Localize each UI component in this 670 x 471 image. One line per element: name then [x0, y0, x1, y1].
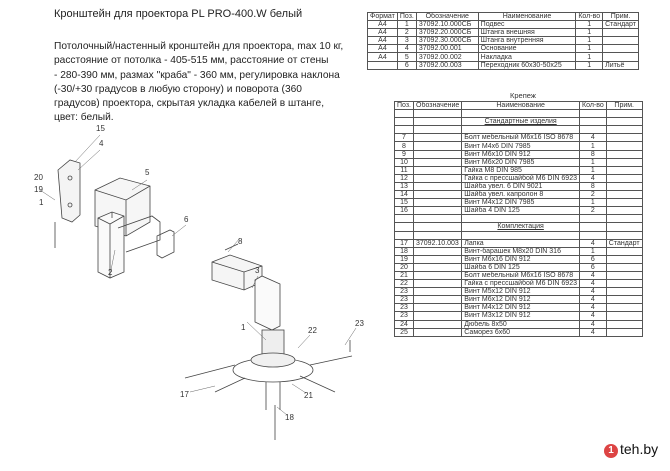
- table-cell: 8: [580, 150, 607, 158]
- table-row: A4 1 37092.10.000СБ Подвес 1 Стандарт: [368, 21, 639, 29]
- table-row: [395, 239, 643, 247]
- table-cell: 1: [580, 142, 607, 150]
- table-row: [395, 150, 643, 158]
- table-row: 6 37092.00.003 Переходник 60х30-50х25 1 Литьё: [368, 61, 639, 69]
- table-cell: 11: [395, 166, 414, 174]
- table-row: A4 2 37092.20.000СБ Штанга внешняя 1: [368, 29, 639, 37]
- table-row: [395, 199, 643, 207]
- callout-label: 5: [145, 168, 150, 177]
- site-logo: [604, 441, 658, 458]
- table-cell: Винт М5х12 DIN 912: [462, 288, 580, 296]
- fasteners-heading: Крепеж: [510, 91, 536, 100]
- table-cell: [414, 304, 462, 312]
- table-cell: 4: [580, 320, 607, 328]
- callout-label: 1: [39, 198, 44, 207]
- table-row: [395, 134, 643, 142]
- header-cell: Обозначение: [416, 13, 478, 21]
- callout-label: 15: [96, 124, 105, 133]
- table-row: [395, 247, 643, 255]
- table-cell: [606, 134, 642, 142]
- table-row: [395, 182, 643, 190]
- table-header-row: [368, 13, 639, 21]
- header-cell: Поз.: [395, 102, 414, 110]
- document-title: Кронштейн для проектора PL PRO-400.W белый: [54, 8, 303, 20]
- table-cell: 12: [395, 174, 414, 182]
- table-cell: [606, 207, 642, 215]
- table-row: [395, 304, 643, 312]
- callout-label: 4: [99, 139, 104, 148]
- table-row: [395, 191, 643, 199]
- table-cell: [606, 150, 642, 158]
- callout-label: 8: [238, 237, 243, 246]
- table-cell: Винт М3х12 DIN 912: [462, 312, 580, 320]
- table-cell: 4: [580, 271, 607, 279]
- table-cell: [414, 328, 462, 336]
- table-cell: 1: [580, 166, 607, 174]
- table-cell: Винт М4х12 DIN 912: [462, 304, 580, 312]
- callout-label: 2: [108, 268, 113, 277]
- table-row: [395, 280, 643, 288]
- table-cell: 4: [580, 288, 607, 296]
- table-cell: [606, 174, 642, 182]
- table-cell: Шайба увел. 6 DIN 9021: [462, 182, 580, 190]
- table-cell: [606, 255, 642, 263]
- section-row: [395, 118, 643, 126]
- section-title: Комплектация: [462, 223, 580, 231]
- table-cell: [606, 280, 642, 288]
- table-cell: 9: [395, 150, 414, 158]
- callout-label: 1: [241, 323, 246, 332]
- table-row: A4 4 37092.00.001 Основание 1: [368, 45, 639, 53]
- table-cell: 4: [580, 304, 607, 312]
- table-cell: Лапка: [462, 239, 580, 247]
- table-cell: Болт мебельный М6х16 ISO 8678: [462, 271, 580, 279]
- table-cell: Винт М6х20 DIN 7985: [462, 158, 580, 166]
- table-cell: 22: [395, 280, 414, 288]
- table-row: [395, 174, 643, 182]
- table-row: A4 5 37092.00.002 Накладка 1: [368, 53, 639, 61]
- table-cell: 10: [395, 158, 414, 166]
- table-cell: [606, 271, 642, 279]
- table-cell: 4: [580, 296, 607, 304]
- table-cell: 23: [395, 288, 414, 296]
- table-cell: [414, 312, 462, 320]
- table-cell: [414, 320, 462, 328]
- table-cell: 6: [580, 263, 607, 271]
- table-cell: [414, 191, 462, 199]
- table-cell: 23: [395, 312, 414, 320]
- table-cell: [414, 271, 462, 279]
- table-row: [395, 215, 643, 223]
- table-cell: 18: [395, 247, 414, 255]
- section-title: Стандартные изделия: [462, 118, 580, 126]
- table-cell: 16: [395, 207, 414, 215]
- table-row: [395, 166, 643, 174]
- table-row: [395, 231, 643, 239]
- description-line: Потолочный/настенный кронштейн для проектора, max 10 кг,: [54, 41, 344, 52]
- table-cell: Болт мебельный М6х16 ISO 8678: [462, 134, 580, 142]
- table-cell: Винт М6х16 DIN 912: [462, 255, 580, 263]
- table-cell: [606, 247, 642, 255]
- table-cell: [414, 199, 462, 207]
- table-cell: [414, 280, 462, 288]
- callout-label: 22: [308, 326, 317, 335]
- table-cell: [414, 255, 462, 263]
- table-cell: 23: [395, 304, 414, 312]
- description-line: - 280-390 мм, размах "краба" - 360 мм, регулировка наклона: [54, 69, 340, 81]
- table-cell: 7: [395, 134, 414, 142]
- table-cell: 4: [580, 134, 607, 142]
- table-cell: [606, 328, 642, 336]
- table-cell: 1: [580, 199, 607, 207]
- table-cell: 37092.10.003: [414, 239, 462, 247]
- table-cell: Винт-барашек М8х20 DIN 316: [462, 247, 580, 255]
- table-cell: 8: [580, 182, 607, 190]
- table-cell: Дюбель 8х50: [462, 320, 580, 328]
- table-cell: 21: [395, 271, 414, 279]
- table-cell: 23: [395, 296, 414, 304]
- table-cell: 8: [395, 142, 414, 150]
- table-row: [395, 110, 643, 118]
- table-cell: Шайба увел. капролон 8: [462, 191, 580, 199]
- table-row: [395, 263, 643, 271]
- table-cell: Стандарт: [606, 239, 642, 247]
- table-cell: Винт М4х12 DIN 7985: [462, 199, 580, 207]
- table-cell: 4: [580, 174, 607, 182]
- table-cell: [606, 263, 642, 271]
- table-row: [395, 288, 643, 296]
- table-cell: [606, 312, 642, 320]
- table-cell: [414, 150, 462, 158]
- table-row: [395, 328, 643, 336]
- table-cell: Винт М4х6 DIN 7985: [462, 142, 580, 150]
- table-cell: [414, 182, 462, 190]
- table-cell: 2: [580, 191, 607, 199]
- table-cell: [606, 199, 642, 207]
- description-line: расстояние от потолка - 405-515 мм, расстояние от стены: [54, 55, 329, 67]
- table-row: [395, 207, 643, 215]
- table-cell: Гайка с прессшайбой М6 DIN 6923: [462, 174, 580, 182]
- logo-badge: 1: [604, 444, 618, 458]
- table-cell: [414, 158, 462, 166]
- table-cell: [606, 191, 642, 199]
- table-row: [395, 142, 643, 150]
- header-cell: Обозначение: [414, 102, 462, 110]
- table-cell: 1: [580, 158, 607, 166]
- table-cell: Шайба 4 DIN 125: [462, 207, 580, 215]
- fasteners-table: [394, 101, 643, 337]
- table-cell: Винт М6х10 DIN 912: [462, 150, 580, 158]
- table-cell: [606, 158, 642, 166]
- table-row: [395, 255, 643, 263]
- table-cell: [414, 288, 462, 296]
- table-cell: 15: [395, 199, 414, 207]
- table-cell: 14: [395, 191, 414, 199]
- table-cell: Гайка с прессшайбой М6 DIN 6923: [462, 280, 580, 288]
- table-cell: 19: [395, 255, 414, 263]
- table-cell: [606, 166, 642, 174]
- header-cell: Наименование: [462, 102, 580, 110]
- callout-label: 6: [184, 215, 189, 224]
- table-cell: 6: [580, 255, 607, 263]
- table-cell: Винт М6х12 DIN 912: [462, 296, 580, 304]
- callout-label: 17: [180, 390, 189, 399]
- header-cell: Формат: [368, 13, 398, 21]
- table-header-row: [395, 102, 643, 110]
- table-cell: Шайба 6 DIN 125: [462, 263, 580, 271]
- table-cell: [414, 296, 462, 304]
- callout-label: 20: [34, 173, 43, 182]
- table-cell: [414, 207, 462, 215]
- description-line: цвет: белый.: [54, 112, 114, 124]
- table-row: [395, 126, 643, 134]
- table-row: [395, 296, 643, 304]
- table-cell: 4: [580, 280, 607, 288]
- table-row: A4 3 37092.30.000СБ Штанга внутренняя 1: [368, 37, 639, 45]
- table-cell: [606, 320, 642, 328]
- table-cell: 24: [395, 320, 414, 328]
- table-cell: 2: [580, 207, 607, 215]
- callout-label: 18: [285, 413, 294, 422]
- table-cell: [414, 134, 462, 142]
- callout-label: 23: [355, 319, 364, 328]
- table-cell: 25: [395, 328, 414, 336]
- table-cell: 17: [395, 239, 414, 247]
- table-cell: 4: [580, 328, 607, 336]
- table-cell: 4: [580, 239, 607, 247]
- table-cell: [414, 142, 462, 150]
- table-cell: 4: [580, 312, 607, 320]
- table-row: [395, 271, 643, 279]
- table-cell: 13: [395, 182, 414, 190]
- header-cell: Кол-во: [576, 13, 603, 21]
- callout-label: 19: [34, 185, 43, 194]
- table-cell: 1: [580, 247, 607, 255]
- table-cell: [414, 174, 462, 182]
- table-cell: [414, 263, 462, 271]
- table-cell: [606, 304, 642, 312]
- table-row: [395, 320, 643, 328]
- table-cell: [606, 296, 642, 304]
- assembly-parts-table: [367, 12, 639, 70]
- table-cell: [606, 182, 642, 190]
- table-cell: 20: [395, 263, 414, 271]
- description-line: градусов) проектора, скрытая укладка кабелей в штанге,: [54, 98, 325, 110]
- header-cell: Поз.: [397, 13, 416, 21]
- table-row: [395, 158, 643, 166]
- header-cell: Кол-во: [580, 102, 607, 110]
- header-cell: Наименование: [478, 13, 576, 21]
- section-row: [395, 223, 643, 231]
- table-cell: [606, 288, 642, 296]
- table-cell: Саморез 6х60: [462, 328, 580, 336]
- table-cell: [606, 142, 642, 150]
- logo-text: teh.by: [620, 441, 659, 457]
- header-cell: Прим.: [606, 102, 642, 110]
- table-cell: [414, 166, 462, 174]
- table-cell: Гайка М8 DIN 985: [462, 166, 580, 174]
- header-cell: Прим.: [603, 13, 639, 21]
- description-line: (-30/+30 градусов в любую сторону) и поворота (360: [54, 83, 302, 95]
- callout-label: 21: [304, 391, 313, 400]
- table-row: [395, 312, 643, 320]
- table-cell: [414, 247, 462, 255]
- callout-label: 3: [255, 266, 260, 275]
